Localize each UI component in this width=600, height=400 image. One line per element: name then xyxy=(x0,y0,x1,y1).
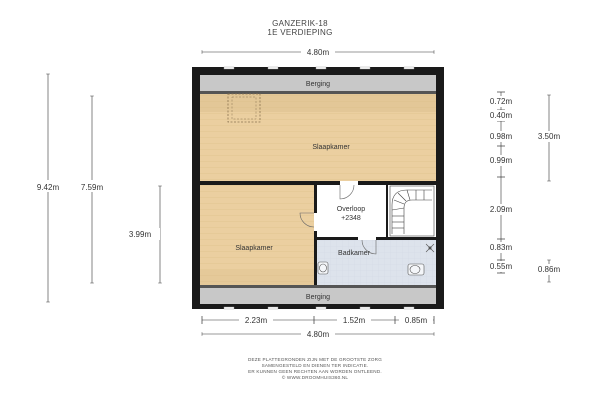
dim-label-right-0: 0.72m xyxy=(489,97,513,106)
room-label-berging-top: Berging xyxy=(305,81,331,88)
dim-label-bottom-0: 2.23m xyxy=(244,316,268,325)
plan-title: GANZERIK-18 xyxy=(272,19,328,28)
wall-stair-side xyxy=(386,185,388,237)
dim-label-right-far-bottom: 0.86m xyxy=(537,265,561,274)
dim-label-right-2: 0.98m xyxy=(489,132,513,141)
dim-label-right-6: 0.55m xyxy=(489,262,513,271)
room-label-slaapkamer-top: Slaapkamer xyxy=(312,144,350,151)
wall-horizontal-mid xyxy=(200,181,436,185)
disclaimer-line: ER KUNNEN GEEN RECHTEN AAN WORDEN ONTLEEND. xyxy=(248,369,382,374)
dim-label-left-mid: 7.59m xyxy=(80,183,104,192)
roof-slope-shade-top xyxy=(200,94,436,112)
room-label-badkamer: Badkamer xyxy=(338,250,370,257)
disclaimer xyxy=(200,357,430,381)
door-opening-overloop xyxy=(340,181,358,185)
roof-slope-shade-bottom xyxy=(200,270,314,285)
dim-label-bottom-total: 4.80m xyxy=(306,330,330,339)
wall-vertical-mid xyxy=(314,185,317,285)
dim-label-right-4: 2.09m xyxy=(489,205,513,214)
room-label-overloop: Overloop xyxy=(336,206,366,213)
dim-label-bottom-2: 0.85m xyxy=(404,316,428,325)
room-label-berging-bottom: Berging xyxy=(305,294,331,301)
staircase xyxy=(390,186,434,236)
wall-overloop-badkamer xyxy=(317,237,436,240)
disclaimer-line: SAMENGESTELD EN DIENEN TER INDICATIE. xyxy=(261,363,369,368)
dim-label-left-inner: 3.99m xyxy=(128,230,152,239)
knee-wall-bottom xyxy=(200,285,436,288)
plan-subtitle: 1E VERDIEPING xyxy=(267,28,333,37)
dim-label-left-outer: 9.42m xyxy=(36,183,60,192)
room-label-slaapkamer-bottom: Slaapkamer xyxy=(235,245,273,252)
dim-label-right-5: 0.83m xyxy=(489,243,513,252)
dim-label-bottom-1: 1.52m xyxy=(342,316,366,325)
dim-label-right-far-top: 3.50m xyxy=(537,132,561,141)
dim-label-top-width: 4.80m xyxy=(306,48,330,57)
knee-wall-top xyxy=(200,91,436,94)
disclaimer-line: © WWW.DROOMHUIS360.NL xyxy=(281,375,349,380)
dim-label-right-1: 0.40m xyxy=(489,111,513,120)
badkamer-floor xyxy=(317,240,436,285)
dim-label-right-3: 0.99m xyxy=(489,156,513,165)
disclaimer-line: DEZE PLATTEGRONDEN ZIJN MET DE GROOTSTE ZORG xyxy=(248,357,382,362)
door-opening-slaapkamer xyxy=(314,213,317,231)
room-label-overloop-level: +2348 xyxy=(341,215,361,222)
door-opening-badkamer xyxy=(358,237,376,240)
